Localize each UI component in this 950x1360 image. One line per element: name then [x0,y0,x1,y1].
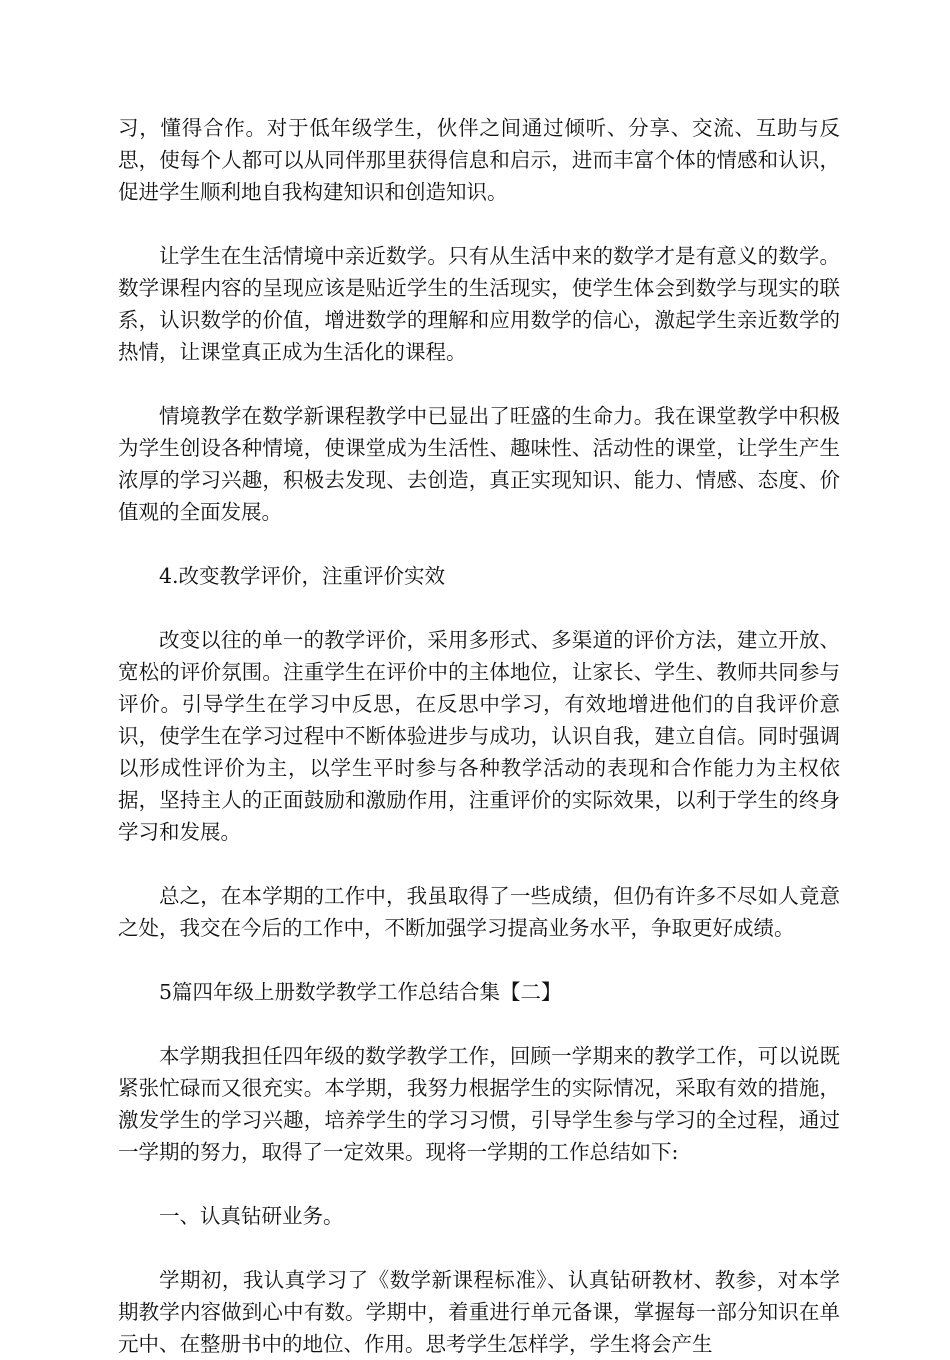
document-subtitle: 5篇四年级上册数学教学工作总结合集【二】 [159,980,562,1004]
paragraph-6: 总之，在本学期的工作中，我虽取得了一些成绩，但仍有许多不尽如人竟意之处，我交在今后的工作中，不断加强学习提高业务水平，争取更好成绩。 [118,884,840,940]
paragraph-10: 学期初，我认真学习了《数学新课程标准》、认真钻研教材、教参，对本学期教学内容做到心中有数。学期中，着重进行单元备课，掌握每一部分知识在单元中、在整册书中的地位、作用。思考学生怎样学，学生将会产生 [118,1268,840,1356]
paragraph-5: 改变以往的单一的教学评价，采用多形式、多渠道的评价方法，建立开放、宽松的评价氛围。注重学生在评价中的主体地位，让家长、学生、教师共同参与评价。引导学生在学习中反思，在反思中学习，有效地增进他们的自我评价意识，使学生在学习过程中不断体验进步与成功，认识自我，建立自信。同时强调以形成性评价为主，以学生平时参与各种教学活动的表现和合作能力为主权依据，坚持主人的正面鼓励和激励作用，注重评价的实际效果，以利于学生的终身学习和发展。 [118,628,840,844]
paragraph-1: 习，懂得合作。对于低年级学生，伙伴之间通过倾听、分享、交流、互助与反思，使每个人都可以从同伴那里获得信息和启示，进而丰富个体的情感和认识，促进学生顺利地自我构建知识和创造知识。 [118,116,840,204]
paragraph-3: 情境教学在数学新课程教学中已显出了旺盛的生命力。我在课堂教学中积极为学生创设各种情境，使课堂成为生活性、趣味性、活动性的课堂，让学生产生浓厚的学习兴趣，积极去发现、去创造，真正实现知识、能力、情感、态度、价值观的全面发展。 [118,404,840,524]
paragraph-2: 让学生在生活情境中亲近数学。只有从生活中来的数学才是有意义的数学。数学课程内容的呈现应该是贴近学生的生活现实，使学生体会到数学与现实的联系，认识数学的价值，增进数学的理解和应用数学的信心，激起学生亲近数学的热情，让课堂真正成为生活化的课程。 [118,244,840,364]
section-heading-4: 4.改变教学评价，注重评价实效 [159,564,446,588]
section-heading-1: 一、认真钻研业务。 [159,1204,344,1228]
document-page [118,112,840,1360]
paragraph-8: 本学期我担任四年级的数学教学工作，回顾一学期来的教学工作，可以说既紧张忙碌而又很充实。本学期，我努力根据学生的实际情况，采取有效的措施，激发学生的学习兴趣，培养学生的学习习惯，引导学生参与学习的全过程，通过一学期的努力，取得了一定效果。现将一学期的工作总结如下: [118,1044,840,1164]
